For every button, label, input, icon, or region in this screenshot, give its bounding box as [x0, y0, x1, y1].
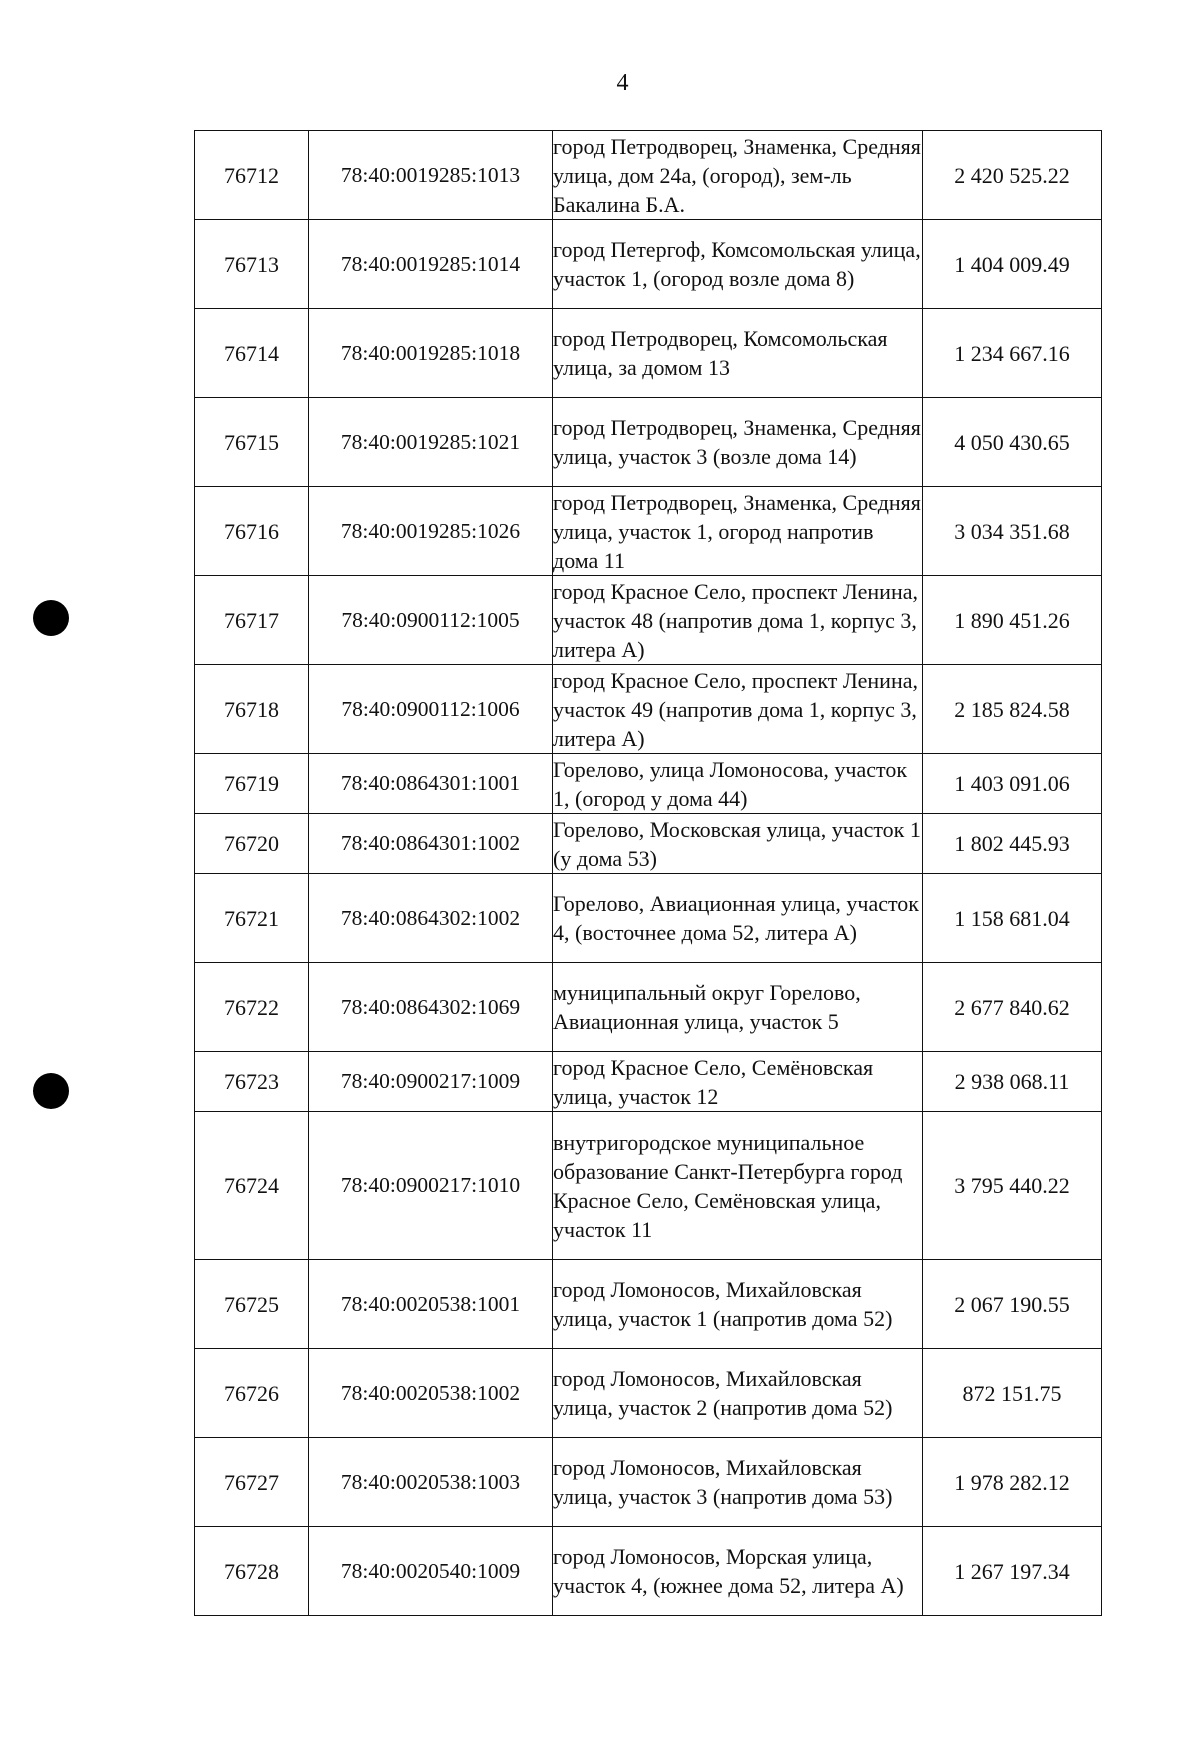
cadastral-number-cell: 78:40:0019285:1014: [309, 220, 553, 309]
row-number-cell: 76727: [195, 1438, 309, 1527]
cadastral-value-cell: 1 403 091.06: [923, 754, 1102, 814]
table-row: [195, 220, 1102, 309]
punch-hole-mark: [33, 1073, 69, 1109]
row-number-cell: 76716: [195, 487, 309, 576]
table-row: [195, 576, 1102, 665]
cadastral-value-cell: 2 420 525.22: [923, 131, 1102, 220]
cadastral-value-cell: 3 795 440.22: [923, 1112, 1102, 1260]
cadastral-value-cell: 2 677 840.62: [923, 963, 1102, 1052]
table-row: [195, 814, 1102, 874]
address-cell: внутригородское муниципальное образование Санкт-Петербурга город Красное Село, Семёновская улица, участок 11: [553, 1112, 923, 1260]
cadastral-number-cell: 78:40:0020538:1003: [309, 1438, 553, 1527]
table-row: [195, 131, 1102, 220]
cadastral-number-cell: 78:40:0864302:1002: [309, 874, 553, 963]
cadastral-number-cell: 78:40:0019285:1026: [309, 487, 553, 576]
cadastral-value-cell: 2 185 824.58: [923, 665, 1102, 754]
table-row: [195, 1260, 1102, 1349]
address-cell: Горелово, Авиационная улица, участок 4, (восточнее дома 52, литера А): [553, 874, 923, 963]
row-number-cell: 76728: [195, 1527, 309, 1616]
cadastral-number-cell: 78:40:0900217:1009: [309, 1052, 553, 1112]
row-number-cell: 76721: [195, 874, 309, 963]
row-number-cell: 76726: [195, 1349, 309, 1438]
address-cell: Горелово, улица Ломоносова, участок 1, (огород у дома 44): [553, 754, 923, 814]
table-row: [195, 963, 1102, 1052]
address-cell: город Красное Село, проспект Ленина, участок 48 (напротив дома 1, корпус 3, литера А): [553, 576, 923, 665]
address-cell: город Ломоносов, Михайловская улица, участок 3 (напротив дома 53): [553, 1438, 923, 1527]
address-cell: город Ломоносов, Морская улица, участок 4, (южнее дома 52, литера А): [553, 1527, 923, 1616]
cadastral-value-cell: 1 404 009.49: [923, 220, 1102, 309]
cadastral-number-cell: 78:40:0020538:1001: [309, 1260, 553, 1349]
cadastral-value-cell: 1 890 451.26: [923, 576, 1102, 665]
table-row: [195, 309, 1102, 398]
address-cell: Горелово, Московская улица, участок 1 (у дома 53): [553, 814, 923, 874]
address-cell: город Петродворец, Знаменка, Средняя улица, участок 1, огород напротив дома 11: [553, 487, 923, 576]
cadastral-number-cell: 78:40:0900112:1005: [309, 576, 553, 665]
row-number-cell: 76713: [195, 220, 309, 309]
address-cell: город Ломоносов, Михайловская улица, участок 2 (напротив дома 52): [553, 1349, 923, 1438]
table-row: [195, 1438, 1102, 1527]
cadastral-number-cell: 78:40:0900112:1006: [309, 665, 553, 754]
address-cell: муниципальный округ Горелово, Авиационная улица, участок 5: [553, 963, 923, 1052]
table-row: [195, 874, 1102, 963]
cadastral-number-cell: 78:40:0864301:1001: [309, 754, 553, 814]
row-number-cell: 76717: [195, 576, 309, 665]
cadastral-value-cell: 1 978 282.12: [923, 1438, 1102, 1527]
address-cell: город Ломоносов, Михайловская улица, участок 1 (напротив дома 52): [553, 1260, 923, 1349]
table-row: [195, 1527, 1102, 1616]
cadastral-number-cell: 78:40:0900217:1010: [309, 1112, 553, 1260]
cadastral-number-cell: 78:40:0019285:1018: [309, 309, 553, 398]
row-number-cell: 76722: [195, 963, 309, 1052]
row-number-cell: 76720: [195, 814, 309, 874]
land-plot-table: [194, 130, 1102, 1616]
page-number: 4: [616, 70, 629, 96]
table-row: [195, 754, 1102, 814]
row-number-cell: 76715: [195, 398, 309, 487]
address-cell: город Красное Село, проспект Ленина, участок 49 (напротив дома 1, корпус 3, литера А): [553, 665, 923, 754]
address-cell: город Петродворец, Комсомольская улица, за домом 13: [553, 309, 923, 398]
address-cell: город Петродворец, Знаменка, Средняя улица, участок 3 (возле дома 14): [553, 398, 923, 487]
row-number-cell: 76724: [195, 1112, 309, 1260]
cadastral-number-cell: 78:40:0019285:1021: [309, 398, 553, 487]
row-number-cell: 76714: [195, 309, 309, 398]
cadastral-value-cell: 2 067 190.55: [923, 1260, 1102, 1349]
cadastral-value-cell: 1 802 445.93: [923, 814, 1102, 874]
table-row: [195, 1112, 1102, 1260]
cadastral-number-cell: 78:40:0020538:1002: [309, 1349, 553, 1438]
cadastral-value-cell: 2 938 068.11: [923, 1052, 1102, 1112]
cadastral-number-cell: 78:40:0864301:1002: [309, 814, 553, 874]
address-cell: город Петродворец, Знаменка, Средняя улица, дом 24а, (огород), зем-ль Бакалина Б.А.: [553, 131, 923, 220]
table-row: [195, 487, 1102, 576]
punch-hole-mark: [33, 600, 69, 636]
cadastral-value-cell: 872 151.75: [923, 1349, 1102, 1438]
cadastral-value-cell: 1 158 681.04: [923, 874, 1102, 963]
table-row: [195, 398, 1102, 487]
row-number-cell: 76712: [195, 131, 309, 220]
cadastral-value-cell: 1 267 197.34: [923, 1527, 1102, 1616]
cadastral-value-cell: 4 050 430.65: [923, 398, 1102, 487]
cadastral-value-cell: 3 034 351.68: [923, 487, 1102, 576]
address-cell: город Красное Село, Семёновская улица, участок 12: [553, 1052, 923, 1112]
cadastral-number-cell: 78:40:0020540:1009: [309, 1527, 553, 1616]
table-row: [195, 1052, 1102, 1112]
row-number-cell: 76725: [195, 1260, 309, 1349]
row-number-cell: 76719: [195, 754, 309, 814]
table-row: [195, 1349, 1102, 1438]
cadastral-value-cell: 1 234 667.16: [923, 309, 1102, 398]
cadastral-number-cell: 78:40:0019285:1013: [309, 131, 553, 220]
table-row: [195, 665, 1102, 754]
cadastral-number-cell: 78:40:0864302:1069: [309, 963, 553, 1052]
row-number-cell: 76718: [195, 665, 309, 754]
row-number-cell: 76723: [195, 1052, 309, 1112]
address-cell: город Петергоф, Комсомольская улица, участок 1, (огород возле дома 8): [553, 220, 923, 309]
